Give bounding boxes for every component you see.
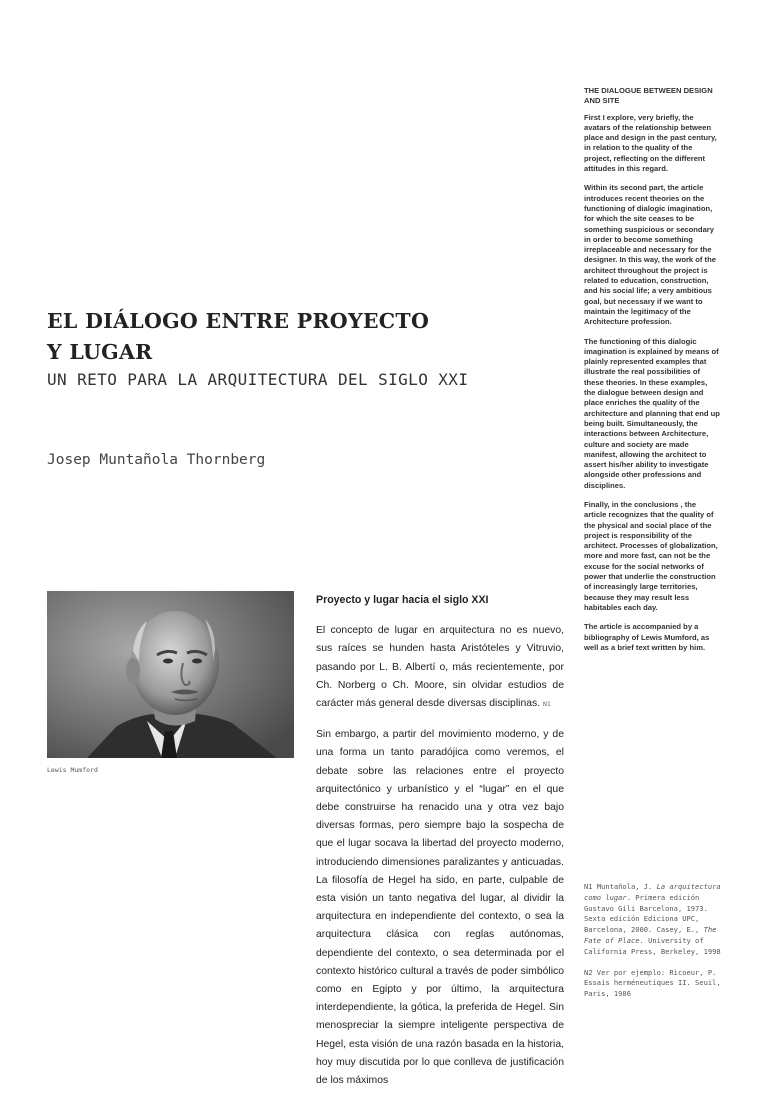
section-heading: Proyecto y lugar hacia el siglo XXI xyxy=(316,594,489,606)
article-author: Josep Muntañola Thornberg xyxy=(47,452,266,468)
footnote-book-title: The Fate of Place xyxy=(584,925,717,945)
footnote-ref-n1[interactable]: N1 xyxy=(542,700,551,709)
body-paragraph: Sin embargo, a partir del movimiento moderno, y de una forma un tanto paradójica como veremos, el debate sobre las relaciones entre el proyecto arquitectónico y urbanístico y el “lugar” en el que debe construirse ha renacido una y otra vez bajo diversas formas, pero siempre bajo la sospecha de que el lugar socava la libertad del proyecto moderno, introduciendo dimensiones paralizantes y anticuadas. La filosofía de Hegel ha sido, en parte, culpable de esta visión un tanto negativa del lugar, al dividir la arquitectura en independiente del contexto, o sea la arquitectura clásica con reglas autónomas, dependiente del contexto, o sea determinada por el contexto histórico cultural a través de poder simbólico como en Egipto y por último, la arquitectura interdependiente, la gótica, la preferida de Hegel. Sin menospreciar la siempre inteligente perspectiva de Hegel, esta visión de una razón basada en la historia, hoy muy discutida por lo que conlleva de justificación de los máximos xyxy=(316,729,564,1087)
footnote-book-title: La arquitectura como lugar xyxy=(584,882,721,902)
abstract-paragraph: The article is accompanied by a bibliography of Lewis Mumford, as well as a brief text written by him. xyxy=(584,622,710,652)
title-line-2: Y LUGAR xyxy=(47,340,153,364)
footnote-text: N1 Muntañola, J. xyxy=(584,882,657,891)
footnote-text: . Primera edición Gustavo Gili Barcelona, 1973. Sexta edición Ediciona UPC, Barcelona, 2000. Casey, E., xyxy=(584,892,708,935)
portrait-photo xyxy=(47,591,294,758)
abstract-paragraph: Finally, in the conclusions , the article recognizes that the quality of the physical and social place of the project is responsibility of the architect. Processes of globalization, more and more fast, can not be the excuse for the social networks of power that underlie the construction of increasingly large territories, because they may result less habitables each day. xyxy=(584,499,718,612)
photo-caption: Lewis Mumford xyxy=(47,766,98,774)
abstract-paragraph: The functioning of this dialogic imagination is explained by means of plainly represented examples that illustrate the real possibilities of these theories. In these examples, the dialogue between design and place enriches the quality of the architecture and planning that end up being built. Simultaneously, the interactions between Architecture, culture and society are made manifest, allowing the architect to assert his/her ability to investigate alongside other professions and disciplines. xyxy=(584,336,720,490)
english-abstract xyxy=(584,86,720,662)
body-paragraph-text: El concepto de lugar en arquitectura no es nuevo, sus raíces se hunden hasta Aristóteles y Vitruvio, pasando por L. B. Albertí o, más recientemente, por Ch. Norberg o Ch. Moore, sin olvidar estudios de carácter más general desde diversas disciplinas. xyxy=(316,625,564,710)
abstract-paragraph: First I explore, very briefly, the avatars of the relationship between place and design in the past century, in relation to the quality of the project, reflecting on the different attitudes in this regard. xyxy=(584,112,717,174)
article-title xyxy=(47,306,487,368)
abstract-paragraph: Within its second part, the article introduces recent theories on the functioning of dialogic imagination, for which the site ceases to be something suspicious or secondary in order to become something irreplaceable and necessary for the designer. In this way, the work of the architect throughout the project is related to education, construction, and his social life; a very ambitious goal, but necessary if we want to maintain the legitimacy of the Architecture profession. xyxy=(584,183,716,327)
article-subtitle: UN RETO PARA LA ARQUITECTURA DEL SIGLO XXI xyxy=(47,370,469,389)
abstract-heading: THE DIALOGUE BETWEEN DESIGN AND SITE xyxy=(584,86,713,106)
body-paragraph xyxy=(316,622,564,713)
footnote-text: . University of California Press, Berkeley, 1998 xyxy=(584,935,721,956)
title-line-1: EL DIÁLOGO ENTRE PROYECTO xyxy=(47,309,430,333)
article-body xyxy=(316,591,564,1103)
footnotes xyxy=(584,882,724,1010)
footnote-n1 xyxy=(584,882,724,958)
footnote-n2: N2 Ver por ejemplo: Ricoeur, P. Essais herméneutiques II. Seuil, Paris, 1986 xyxy=(584,967,721,999)
portrait-illustration xyxy=(47,591,294,758)
